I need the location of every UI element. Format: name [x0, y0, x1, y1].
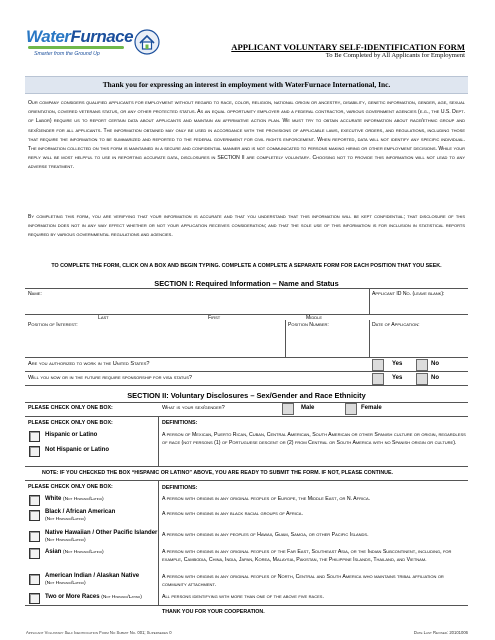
position-label: Position of Interest: — [28, 322, 78, 328]
position-input[interactable] — [28, 330, 284, 344]
ethnicity-definitions-heading: DEFINITIONS: — [162, 420, 198, 426]
female-checkbox[interactable] — [345, 403, 357, 415]
american-indian-sub: (Not Hispanic/Latino) — [45, 581, 86, 586]
position-number-input[interactable] — [288, 330, 366, 344]
authorized-yes-label: Yes — [392, 361, 403, 367]
race-definitions-heading: DEFINITIONS: — [162, 485, 198, 491]
name-input[interactable] — [60, 292, 365, 306]
two-or-more-label: Two or More Races (Not Hispanic/Latino) — [45, 594, 142, 600]
hispanic-label: Hispanic or Latino — [45, 432, 98, 438]
pacific-islander-sub: (Not Hispanic/Latino) — [45, 538, 86, 543]
footer-form-id: Applicant Voluntary Self Identification Form No Submit No. 001; Supersedes 0 — [26, 630, 172, 635]
asian-definition: A person with origins in any original peoples of the Far East, Southeast Asia, or the Indian Subcontinent, including, for example, Cambodia, China, India, Japan, Korea, Malaysia, Pakistan, the Philippine Islands, Thailand, and Vietnam. — [162, 549, 452, 564]
male-label: Male — [301, 405, 315, 411]
hispanic-definition: A person of Mexican, Puerto Rican, Cuban, Central American, South American or other Spanish culture or origin, regardless of race (not persons (1) of Portuguese descent or (2) from Central or South America with no Spanish origin or culture). — [162, 432, 466, 447]
not-hispanic-checkbox[interactable] — [29, 446, 40, 457]
date-input[interactable] — [372, 330, 467, 344]
black-sub: (Not Hispanic/Latino) — [45, 517, 86, 522]
form-subtitle: To Be Completed by All Applicants for Employment — [325, 52, 465, 59]
sponsorship-yes-label: Yes — [392, 375, 403, 381]
position-number-label: Position Number: — [288, 322, 329, 328]
male-checkbox[interactable] — [282, 403, 294, 415]
sponsorship-no-label: No — [431, 375, 439, 381]
hispanic-checkbox[interactable] — [29, 431, 40, 442]
gender-check-one: PLEASE CHECK ONLY ONE BOX: — [28, 405, 113, 411]
black-definition: A person with origins in any black racial groups of Africa. — [162, 511, 303, 517]
applicant-id-input[interactable] — [372, 300, 467, 312]
sponsorship-yes-checkbox[interactable] — [372, 373, 384, 385]
pacific-islander-label: Native Hawaiian / Other Pacific Islander — [45, 530, 158, 536]
form-instructions: TO COMPLETE THE FORM, CLICK ON A BOX AND BEGIN TYPING. COMPLETE A COMPLETE A SEPARATE FORM FOR EACH POSITION THAT YOU SEEK. — [51, 263, 442, 269]
female-label: Female — [361, 405, 382, 411]
authorized-no-label: No — [431, 361, 439, 367]
verification-paragraph: By completing this form, you are verifying that your information is accurate and that you understand that this information will be kept confidential; that disclosure of this information does not in any way effect whether or not your application receives consideration; and that the sole use of this information is for inclusion in statistical reports required by various governmental regulations and agencies. — [28, 214, 465, 239]
authorized-no-checkbox[interactable] — [416, 359, 428, 371]
authorized-question: Are you authorized to work in the United States? — [28, 361, 150, 367]
white-label: White (Not Hispanic/Latino) — [45, 496, 104, 502]
sponsorship-no-checkbox[interactable] — [416, 373, 428, 385]
pacific-islander-checkbox[interactable] — [29, 531, 40, 542]
section2-title: SECTION II: Voluntary Disclosures – Sex/Gender and Race Ethnicity — [127, 391, 366, 400]
thanks-banner — [25, 76, 468, 94]
logo-tagline: Smarter from the Ground Up — [34, 51, 100, 57]
sponsorship-question: Will you now or in the future require sponsorship for visa status? — [28, 375, 193, 381]
applicant-id-label: Applicant ID No. (leave blank): — [372, 291, 445, 297]
white-definition: A person with origins in any original peoples of Europe, the Middle East, or N. Africa. — [162, 496, 371, 502]
house-emblem-icon — [134, 29, 160, 55]
two-or-more-definition: All persons identifying with more than one of the above five races. — [162, 594, 324, 600]
thanks-text: Thank you for expressing an interest in employment with WaterFurnace International, Inc. — [102, 80, 391, 89]
section1-title: SECTION I: Required Information – Name and Status — [154, 279, 339, 288]
name-label: Name: — [28, 291, 42, 297]
middle-name-caption: Middle — [306, 315, 323, 321]
gender-question: What is your sex/gender? — [162, 405, 225, 411]
american-indian-definition: A person with origins in any original peoples of North, Central and South America who maintains tribal affiliation or community attachment. — [162, 574, 444, 589]
ethnicity-check-one: PLEASE CHECK ONLY ONE BOX: — [28, 420, 113, 426]
thank-you-note: THANK YOU FOR YOUR COOPERATION. — [162, 609, 265, 615]
policy-paragraph: Our company considers qualified applicants for employment without regard to race, color, religion, national origin or ancestry, disability, genetic information, gender, age, sexual orientation, covered veterans status, or any other protected status. As an equal opportunity employer and a federal contractor, various government agencies (e.g., the U.S. Dept. of Labor) require us to report certain data about applicants and maintain an affirmative action plan. We must try to obtain accurate information about race/ethnic group and sex/gender for all applicants. The information obtained may only be used in accordance with the provisions of applicable laws, executive orders, and regulations, including those that require the information to be summarized and reported to the federal government for civil rights enforcement. When reported, data will not identify any specific individual. The information collected on this form is maintained in a secure and confidential manner and is not communicated to persons making hiring or other employment decisions. While your reply will be most helpful to use in reporting accurate data, disclosures in SECTION II are completely voluntary. Choosing not to provide this information will not lead to any adverse treatment. — [28, 100, 465, 171]
company-logo — [26, 27, 186, 67]
footer-revised-date: Date Last Revised: 20101006 — [413, 630, 468, 635]
pacific-islander-definition: A person with origins in any peoples of Hawaii, Guam, Samoa, or other Pacific Islands. — [162, 532, 369, 538]
date-label: Date of Application: — [372, 322, 420, 328]
american-indian-label: American Indian / Alaskan Native — [45, 573, 140, 579]
two-or-more-checkbox[interactable] — [29, 593, 40, 604]
asian-label: Asian (Not Hispanic/Latino) — [45, 549, 104, 555]
asian-checkbox[interactable] — [29, 548, 40, 559]
authorized-yes-checkbox[interactable] — [372, 359, 384, 371]
black-checkbox[interactable] — [29, 510, 40, 521]
race-check-one: PLEASE CHECK ONLY ONE BOX: — [28, 484, 113, 490]
not-hispanic-label: Not Hispanic or Latino — [45, 447, 110, 453]
logo-swoosh — [28, 46, 124, 49]
white-checkbox[interactable] — [29, 495, 40, 506]
form-title: APPLICANT VOLUNTARY SELF-IDENTIFICATION FORM — [231, 42, 465, 52]
first-name-caption: First — [208, 315, 221, 321]
logo-wordmark: WaterFurnace — [26, 27, 134, 46]
american-indian-checkbox[interactable] — [29, 574, 40, 585]
hispanic-note: NOTE: IF YOU CHECKED THE BOX “HISPANIC OR LATINO” ABOVE, YOU ARE READY TO SUBMIT THE FORM. IF NOT, PLEASE CONTINUE. — [42, 470, 393, 476]
last-name-caption: Last — [98, 315, 109, 321]
black-label: Black / African American — [45, 509, 116, 515]
